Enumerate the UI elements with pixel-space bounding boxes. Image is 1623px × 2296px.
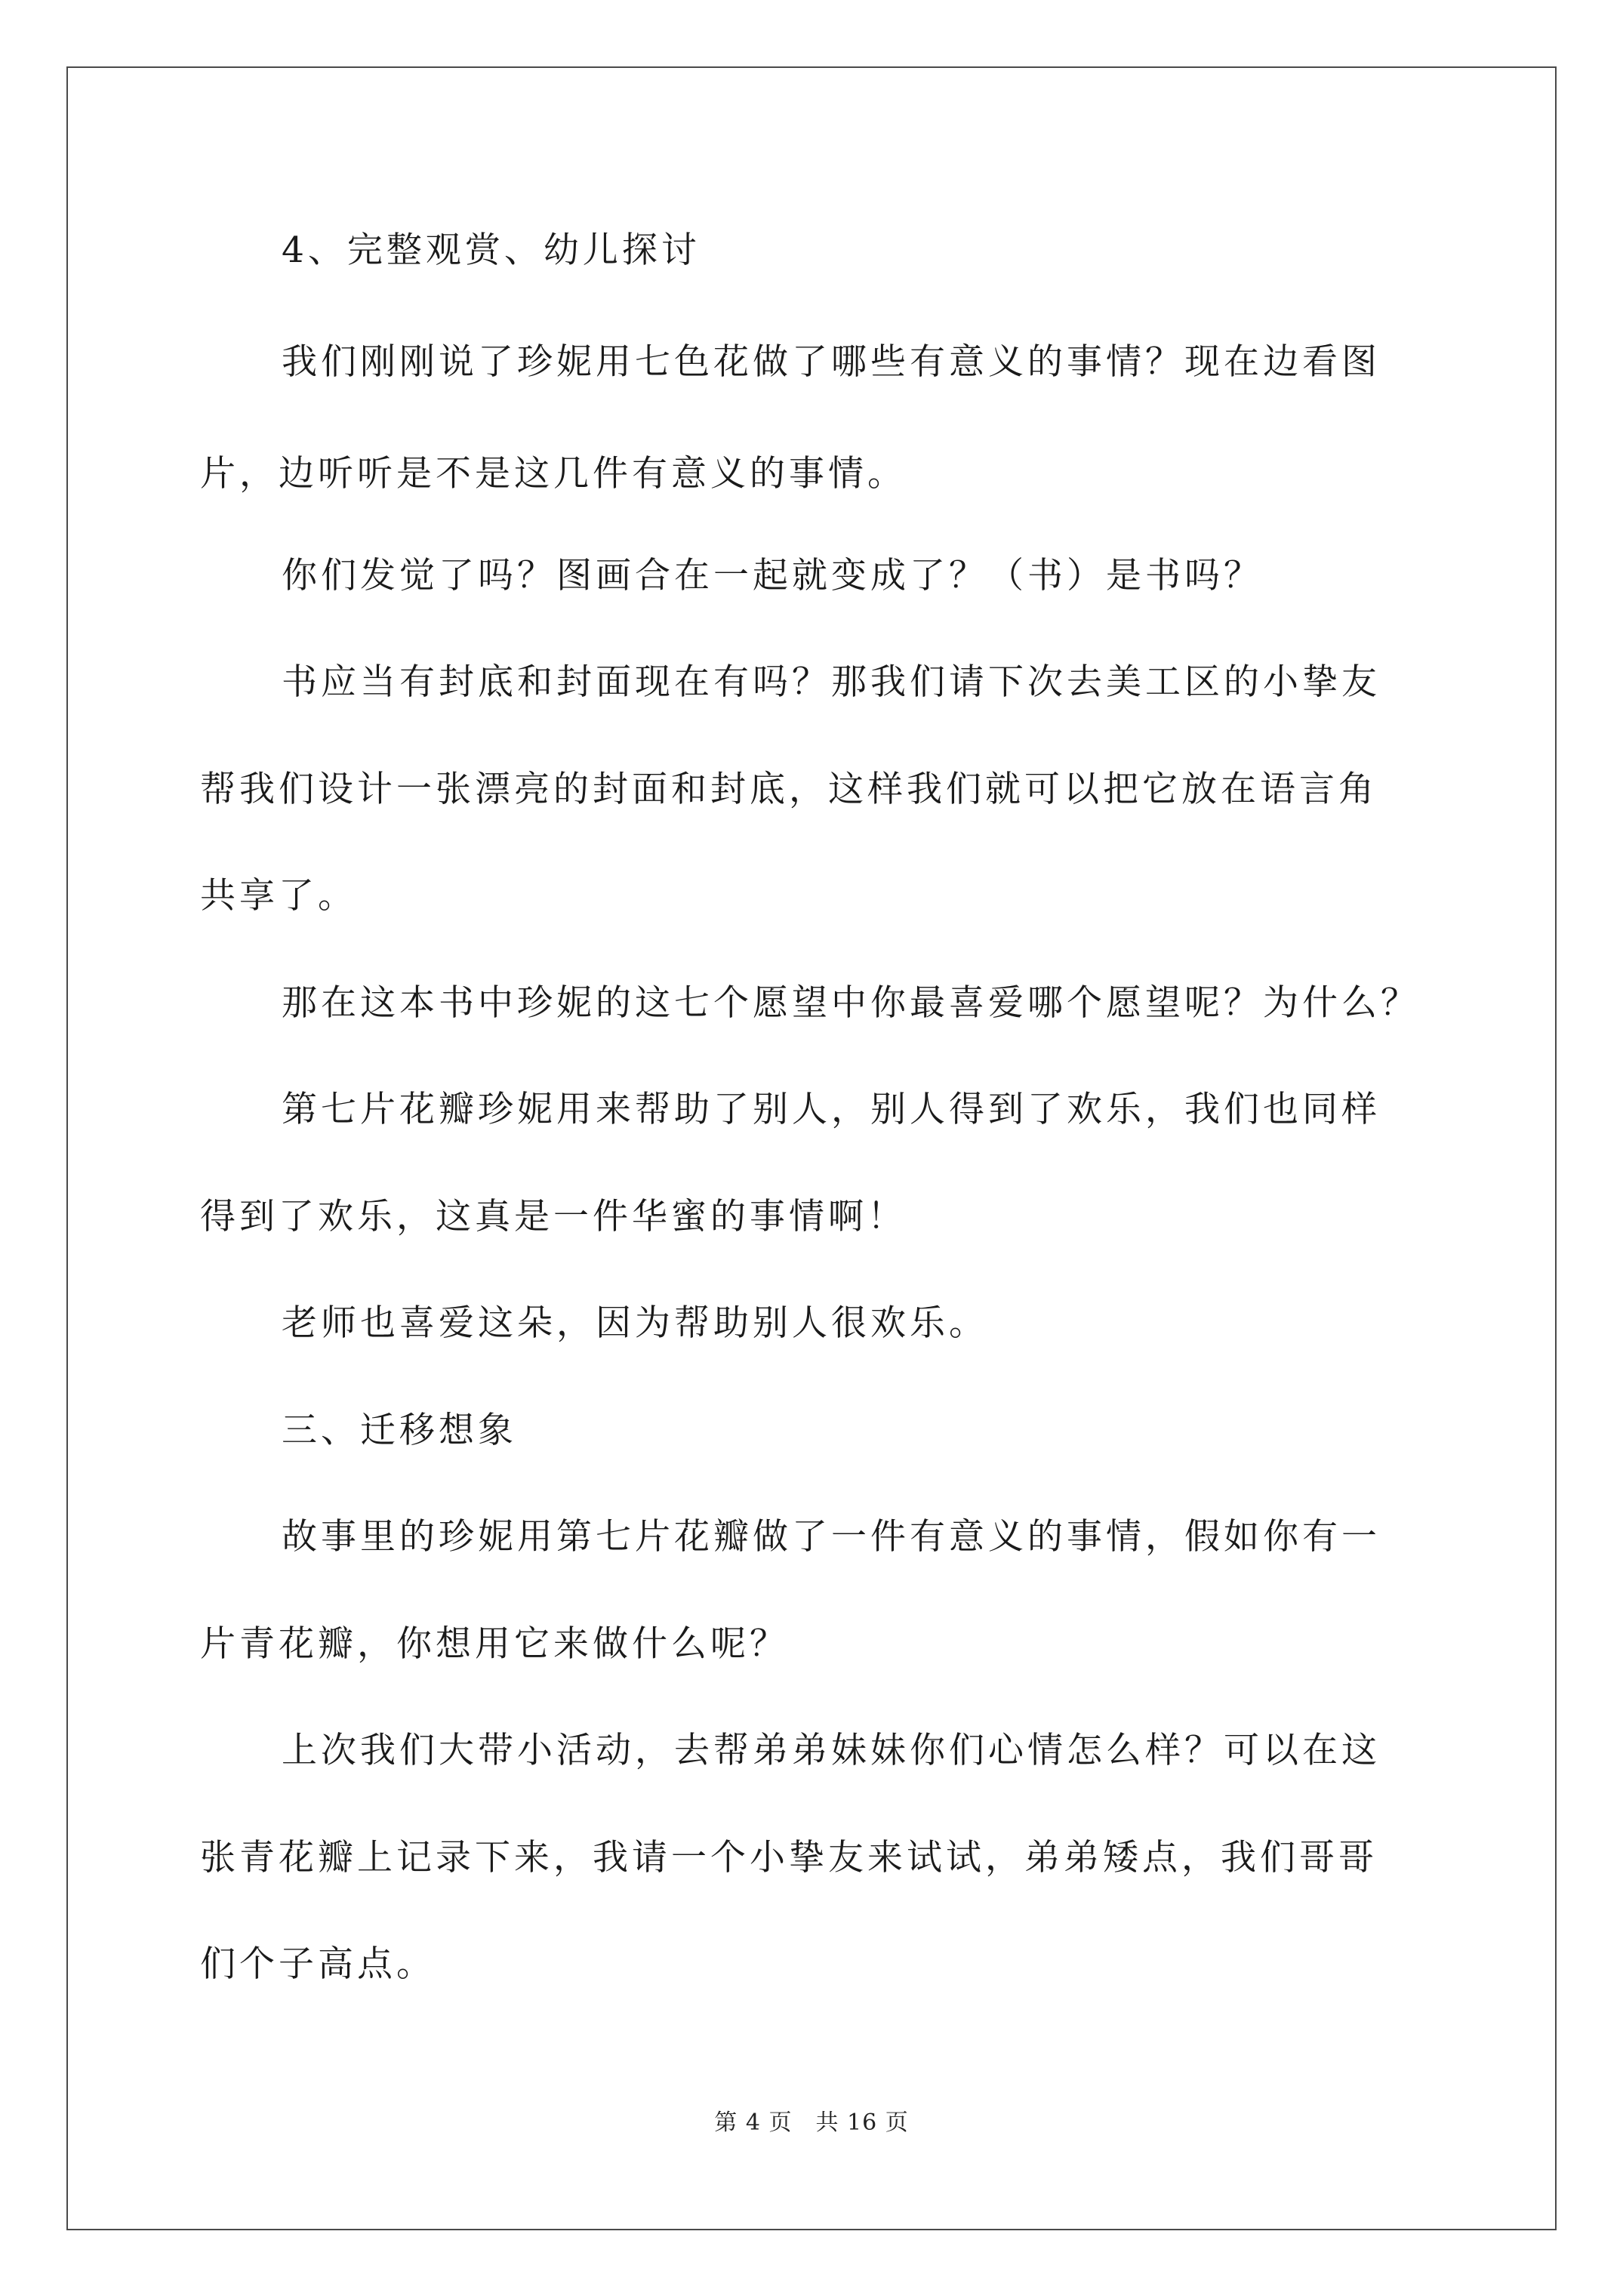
page-number-footer: 第 4 页 共 16 页 — [714, 2110, 909, 2136]
paragraph-line: 我们刚刚说了珍妮用七色花做了哪些有意义的事情？现在边看图 — [282, 341, 1381, 383]
heading-section-3: 三、迁移想象 — [282, 1410, 517, 1451]
paragraph-line: 老师也喜爱这朵，因为帮助别人很欢乐。 — [282, 1302, 988, 1344]
paragraph-line: 片青花瓣，你想用它来做什么呢？ — [200, 1623, 789, 1665]
paragraph-line: 那在这本书中珍妮的这七个愿望中你最喜爱哪个愿望呢？为什么？ — [282, 982, 1420, 1024]
paragraph-line: 们个子高点。 — [200, 1943, 436, 1985]
paragraph-line: 书应当有封底和封面现在有吗？那我们请下次去美工区的小挚友 — [282, 661, 1381, 703]
paragraph-line: 帮我们设计一张漂亮的封面和封底，这样我们就可以把它放在语言角 — [200, 769, 1378, 810]
paragraph-line: 片，边听听是不是这几件有意义的事情。 — [200, 453, 907, 495]
paragraph-line: 得到了欢乐，这真是一件华蜜的事情啊！ — [200, 1196, 907, 1237]
heading-section-4: 4、完整观赏、幼儿探讨 — [282, 230, 701, 271]
paragraph-line: 第七片花瓣珍妮用来帮助了别人，别人得到了欢乐，我们也同样 — [282, 1089, 1381, 1130]
paragraph-line: 故事里的珍妮用第七片花瓣做了一件有意义的事情，假如你有一 — [282, 1516, 1381, 1558]
paragraph-line: 张青花瓣上记录下来，我请一个小挚友来试试，弟弟矮点，我们哥哥 — [200, 1837, 1378, 1878]
paragraph-line: 上次我们大带小活动，去帮弟弟妹妹你们心情怎么样？可以在这 — [282, 1730, 1381, 1771]
page-border — [66, 66, 1557, 2230]
paragraph-line: 你们发觉了吗？图画合在一起就变成了？（书）是书吗？ — [282, 555, 1263, 596]
paragraph-line: 共享了。 — [200, 875, 357, 917]
